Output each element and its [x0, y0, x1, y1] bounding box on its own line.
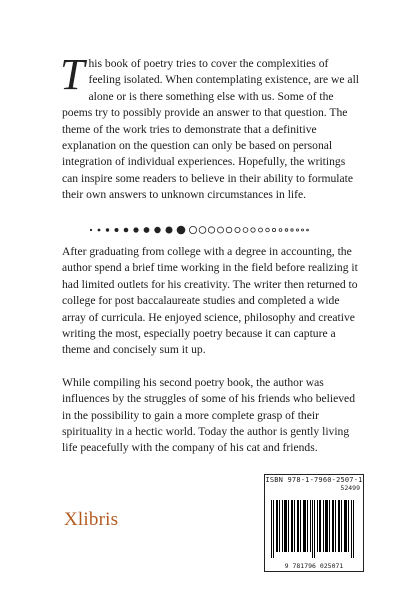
barcode-bars — [269, 492, 359, 558]
price-code: 52499 — [340, 484, 360, 492]
isbn-label: ISBN 978-1-7960-2507-1 — [265, 476, 363, 484]
intro-blurb — [60, 50, 362, 204]
author-bio — [62, 244, 362, 473]
xlibris-logo: Xlibris — [64, 509, 119, 530]
drop-cap: T — [60, 50, 85, 99]
isbn-barcode — [264, 474, 364, 572]
bio-paragraph-1: After graduating from college with a degree in accounting, the author spend a brief time working in the field before realizing it had limited outlets for his creativity. The writer then returned to college for post baccalaureate studies and completed a wide array of curricula. He enjoyed science, philosophy and creative writing the most, especially poetry because it can capture a theme and concisely sum it up. — [62, 245, 358, 357]
barcode-digits: 9 781796 025071 — [284, 562, 344, 570]
intro-text: his book of poetry tries to cover the complexities of feeling isolated. When contemplating existence, are we all alone or is there something else with us. Some of the poems try to possibly provide an answer to that question. The theme of the work tries to demonstrate that a definitive explanation on the question can only be based on personal integration of individual experiences. Hopefully, the writings can inspire some readers to believe in their ability to formulate their own answers to unknown circumstances in life. — [62, 57, 360, 202]
bio-paragraph-2: While compiling his second poetry book, the author was influences by the struggles of some of his friends who believed in the possibility to gain a more complete grasp of their spirituality in a hectic world. Today the author is gently living life peacefully with the company of his cat and friends. — [62, 375, 355, 455]
dot-divider — [0, 223, 412, 237]
